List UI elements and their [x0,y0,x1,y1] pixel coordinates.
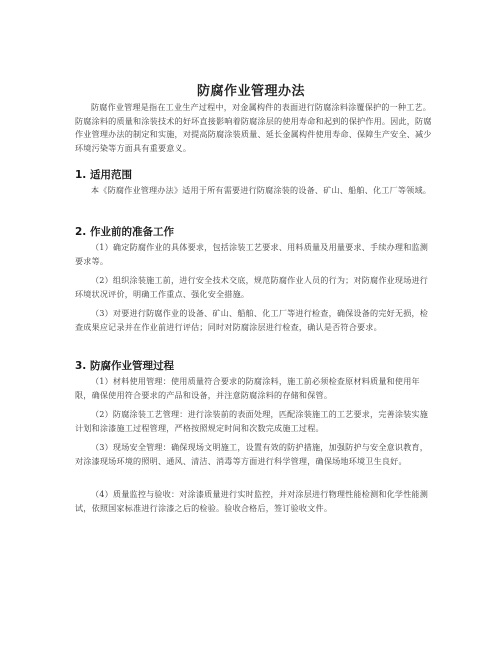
process-paragraph-3: （3）现场安全管理：确保现场文明施工，设置有效的防护措施，加强防护与安全意识教育，对涂漆现场环境的照明、通风、清洁、消毒等方面进行科学管理，确保场地环境卫生良好。 [75,442,429,466]
scope-paragraph: 本《防腐作业管理办法》适用于所有需要进行防腐涂装的设备、矿山、船舶、化工厂等领域。 [91,185,432,195]
section-heading-scope: 1. 适用范围 [75,169,132,181]
section-heading-process: 3. 防腐作业管理过程 [75,360,174,372]
document-title: 防腐作业管理办法 [196,84,305,99]
intro-paragraph: 防腐作业管理是指在工业生产过程中，对金属构件的表面进行防腐涂料涂覆保护的一种工艺。防腐涂料的质量和涂装技术的好坏直接影响着防腐涂层的使用寿命和起到的保护作用。因此，防腐作业管理办法的制定和实施，对提高防腐涂装质量、延长金属构件使用寿命、保障生产安全、减少环境污染等方面具有重要意义。 [75,102,432,153]
process-paragraph-1: （1）材料使用管理：使用质量符合要求的防腐涂料，施工前必须检查原材料质量和使用年限，确保使用符合要求的产品和设备，并注意防腐涂料的存储和保管。 [75,376,420,400]
process-paragraph-4: （4）质量监控与验收：对涂漆质量进行实时监控，并对涂层进行物理性能检测和化学性能测试，依照国家标准进行涂漆之后的检验。验收合格后，签订验收文件。 [75,489,429,513]
process-paragraph-2: （2）防腐涂装工艺管理：进行涂装前的表面处理，匹配涂装施工的工艺要求，完善涂装实施计划和涂漆施工过程管理，严格按照规定时间和次数完成施工过程。 [75,409,429,433]
section-heading-preparation: 2. 作业前的准备工作 [75,226,174,238]
preparation-paragraph-1: （1）确定防腐作业的具体要求，包括涂装工艺要求、用料质量及用量要求、手续办理和监测要求等。 [75,242,429,266]
preparation-paragraph-3: （3）对要进行防腐作业的设备、矿山、船舶、化工厂等进行检查，确保设备的完好无损，检查成果应记录并在作业前进行评估；同时对防腐涂层进行检查，确认是否符合要求。 [75,308,429,332]
preparation-paragraph-2: （2）组织涂装施工前，进行安全技术交底，规范防腐作业人员的行为；对防腐作业现场进行环境状况评价，明确工作重点、强化安全措施。 [75,275,429,299]
